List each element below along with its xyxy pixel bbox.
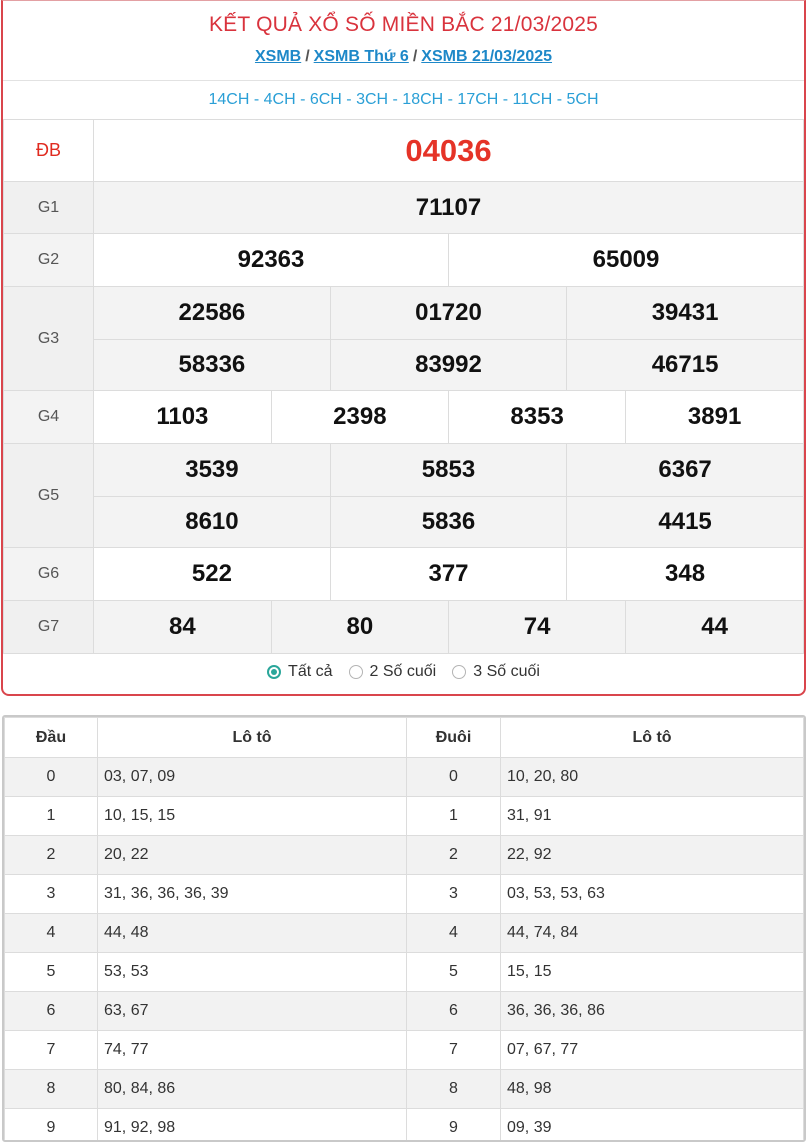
- prize-value: 74: [449, 601, 626, 653]
- loto-head-digit: 2: [5, 836, 98, 875]
- table-row: [5, 1031, 804, 1070]
- prize-value: 84: [94, 601, 271, 653]
- results-card: [1, 0, 806, 696]
- prize-row-g3: [4, 287, 804, 391]
- prize-row-g1: [4, 182, 804, 234]
- loto-tail-digit: 3: [407, 875, 501, 914]
- loto-tail-values: 31, 91: [501, 797, 804, 836]
- table-row: [5, 1109, 804, 1143]
- loto-tail-values: 07, 67, 77: [501, 1031, 804, 1070]
- breadcrumb-xsmb-date[interactable]: XSMB 21/03/2025: [421, 48, 553, 65]
- prize-row-g2: [4, 234, 804, 287]
- loto-header-row: [5, 718, 804, 758]
- loto-head-values: 63, 67: [98, 992, 407, 1031]
- loto-head-digit: 5: [5, 953, 98, 992]
- loto-tail-values: 48, 98: [501, 1070, 804, 1109]
- loto-tail-values: 44, 74, 84: [501, 914, 804, 953]
- prize-value: 3539: [94, 444, 330, 496]
- loto-tail-digit: 1: [407, 797, 501, 836]
- loto-tail-values: 22, 92: [501, 836, 804, 875]
- prize-row-db: [4, 120, 804, 182]
- breadcrumb: [3, 48, 804, 66]
- prize-value: 01720: [330, 287, 566, 339]
- prize-value: 348: [567, 548, 803, 600]
- prize-value: 92363: [94, 234, 449, 286]
- prize-value: 2398: [271, 391, 448, 443]
- radio-icon[interactable]: [349, 665, 363, 679]
- prize-value: 5836: [330, 496, 566, 547]
- prize-value: 1103: [94, 391, 271, 443]
- prize-value: 46715: [567, 339, 803, 390]
- prize-value: 3891: [626, 391, 803, 443]
- prize-label-g7: G7: [4, 601, 94, 654]
- loto-head-digit: 0: [5, 758, 98, 797]
- breadcrumb-separator: /: [305, 48, 310, 65]
- table-row: [5, 836, 804, 875]
- breadcrumb-xsmb[interactable]: XSMB: [254, 48, 302, 65]
- loto-body: [5, 758, 804, 1143]
- prize-row-g4: [4, 391, 804, 444]
- filter-option-label: 3 Số cuối: [473, 663, 540, 680]
- loto-head-values: 20, 22: [98, 836, 407, 875]
- table-row: [5, 1070, 804, 1109]
- prize-value: 22586: [94, 287, 330, 339]
- prize-value: 71107: [94, 182, 804, 234]
- table-row: [5, 992, 804, 1031]
- table-row: [5, 953, 804, 992]
- filter-option-label: 2 Số cuối: [369, 663, 437, 680]
- loto-head-digit: 8: [5, 1070, 98, 1109]
- digit-filter: [3, 649, 804, 695]
- prize-row-g5: [4, 444, 804, 548]
- column-header-dau: Đầu: [5, 718, 98, 758]
- prize-table: [3, 119, 804, 654]
- prize-label-db: ĐB: [4, 120, 94, 182]
- loto-head-values: 31, 36, 36, 36, 39: [98, 875, 407, 914]
- loto-table-card: [2, 715, 806, 1142]
- loto-head-digit: 9: [5, 1109, 98, 1143]
- prize-value: 4415: [567, 496, 803, 547]
- loto-tail-digit: 5: [407, 953, 501, 992]
- prize-value: 58336: [94, 339, 330, 390]
- loto-tail-digit: 4: [407, 914, 501, 953]
- table-row: [5, 875, 804, 914]
- loto-head-digit: 3: [5, 875, 98, 914]
- page-title: KẾT QUẢ XỔ SỐ MIỀN BẮC 21/03/2025: [208, 13, 599, 36]
- prize-value: 80: [271, 601, 448, 653]
- prize-value: 65009: [449, 234, 804, 286]
- draw-codes: 14CH - 4CH - 6CH - 3CH - 18CH - 17CH - 11CH - 5CH: [3, 80, 804, 119]
- filter-option-last-3[interactable]: [452, 663, 540, 681]
- radio-selected-icon[interactable]: [267, 665, 281, 679]
- prize-label-g4: G4: [4, 391, 94, 444]
- prize-label-g2: G2: [4, 234, 94, 287]
- loto-tail-values: 15, 15: [501, 953, 804, 992]
- prize-label-g6: G6: [4, 548, 94, 601]
- loto-tail-values: 10, 20, 80: [501, 758, 804, 797]
- table-row: [5, 914, 804, 953]
- loto-head-values: 10, 15, 15: [98, 797, 407, 836]
- loto-head-values: 03, 07, 09: [98, 758, 407, 797]
- loto-tail-digit: 0: [407, 758, 501, 797]
- prize-value: 44: [626, 601, 803, 653]
- prize-value: 6367: [567, 444, 803, 496]
- loto-tail-digit: 6: [407, 992, 501, 1031]
- column-header-loto: Lô tô: [501, 718, 804, 758]
- loto-tail-digit: 9: [407, 1109, 501, 1143]
- loto-tail-digit: 7: [407, 1031, 501, 1070]
- prize-value: 8353: [449, 391, 626, 443]
- prize-value: 39431: [567, 287, 803, 339]
- filter-option-all[interactable]: [267, 663, 332, 681]
- table-row: [5, 758, 804, 797]
- loto-head-digit: 4: [5, 914, 98, 953]
- loto-head-digit: 6: [5, 992, 98, 1031]
- loto-head-values: 80, 84, 86: [98, 1070, 407, 1109]
- column-header-duoi: Đuôi: [407, 718, 501, 758]
- radio-icon[interactable]: [452, 665, 466, 679]
- loto-head-values: 74, 77: [98, 1031, 407, 1070]
- column-header-loto: Lô tô: [98, 718, 407, 758]
- prize-row-g7: [4, 601, 804, 654]
- loto-tail-digit: 2: [407, 836, 501, 875]
- loto-head-digit: 1: [5, 797, 98, 836]
- filter-option-last-2[interactable]: [349, 663, 437, 681]
- loto-table: [4, 717, 804, 1142]
- prize-value: 83992: [330, 339, 566, 390]
- loto-tail-values: 36, 36, 36, 86: [501, 992, 804, 1031]
- loto-head-values: 44, 48: [98, 914, 407, 953]
- prize-value: 377: [330, 548, 566, 600]
- loto-tail-values: 09, 39: [501, 1109, 804, 1143]
- breadcrumb-separator: /: [412, 48, 418, 65]
- loto-head-values: 91, 92, 98: [98, 1109, 407, 1143]
- prize-row-g6: [4, 548, 804, 601]
- prize-label-g5: G5: [4, 444, 94, 548]
- loto-tail-digit: 8: [407, 1070, 501, 1109]
- loto-head-digit: 7: [5, 1031, 98, 1070]
- prize-label-g1: G1: [4, 182, 94, 234]
- special-prize-value: 04036: [94, 120, 804, 182]
- loto-tail-values: 03, 53, 53, 63: [501, 875, 804, 914]
- table-row: [5, 797, 804, 836]
- filter-option-label: Tất cả: [288, 663, 333, 680]
- loto-head-values: 53, 53: [98, 953, 407, 992]
- prize-value: 5853: [330, 444, 566, 496]
- prize-label-g3: G3: [4, 287, 94, 391]
- prize-value: 8610: [94, 496, 330, 547]
- breadcrumb-xsmb-weekday[interactable]: XSMB Thứ 6: [313, 48, 409, 65]
- prize-value: 522: [94, 548, 330, 600]
